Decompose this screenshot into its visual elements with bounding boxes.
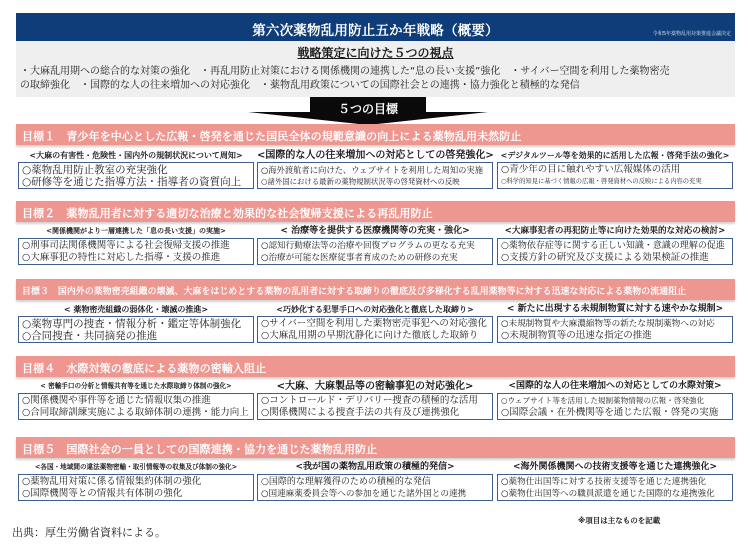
column-heading: < 密輸手口の分析と情報共有等を通じた水際取締り体制の強化>	[40, 382, 232, 390]
column-heading: <国際的な人の往来増加への対応としての啓発強化>	[257, 150, 494, 161]
list-item: ○薬物専門の捜査・情報分析・鑑定等体制強化	[22, 318, 242, 330]
goal-2-bar	[16, 201, 735, 222]
perspectives-title: 戦略策定に向けた５つの視点	[297, 46, 454, 60]
column-box	[497, 316, 733, 343]
list-item: ○大麻乱用期の早期沈静化に向けた徹底した取締り	[261, 330, 479, 341]
list-item: ○関係機関や事件等を通じた情報収集の推進	[22, 395, 211, 406]
goal-5-column-1	[18, 462, 254, 501]
list-item: ○未規制物質等の迅速な指定の推進	[501, 330, 652, 341]
column-box	[257, 316, 493, 343]
column-heading: <大麻の有害性・危険性・国内外の規制状況について周知>	[29, 151, 243, 160]
decision-note: 令和5年薬物乱用対策推進会議決定	[652, 31, 731, 37]
list-item: ○合同取締訓練実施による取締体制の連携・能力向上	[22, 407, 249, 418]
column-box	[18, 238, 254, 265]
goal-5-column-3	[497, 462, 733, 501]
goal-4-column-1	[18, 381, 254, 420]
list-item: ○諸外国における最新の薬物規制状況等の啓発資材への反映	[261, 177, 460, 186]
goal-5-title: 目標５ 国際社会の一員としての国際連携・協力を通じた薬物乱用防止	[22, 443, 378, 456]
column-heading: <海外関係機関への技術支援等を通じた連携強化>	[512, 462, 718, 472]
column-box	[497, 393, 733, 420]
list-item: ○コントロールド・デリバリー捜査の積極的な活用	[261, 395, 478, 406]
goals-arrow	[248, 97, 488, 125]
column-box	[497, 162, 733, 189]
column-heading: <大麻、大麻製品等の密輸事犯の対応強化>	[276, 381, 474, 392]
column-box	[18, 474, 254, 501]
list-item: ○薬物仕出国等への職員派遣を通じた国際的な連携強化	[501, 489, 715, 499]
arrow-label: ５つの目標	[337, 102, 398, 116]
column-heading: <巧妙化する犯罪手口への対応強化と徹底した取締り>	[276, 305, 474, 314]
list-item: ○ウェブサイト等を活用した規制薬物情報の広報・啓発強化	[501, 396, 705, 405]
column-heading: < 薬物密売組織の弱体化・壊滅の推進>	[63, 305, 209, 314]
footnote: ※項目は主なものを記載	[578, 516, 661, 525]
list-item: ○海外渡航者に向けた、ウェブサイトを利用した周知の実施	[261, 165, 484, 175]
list-item: ○国際会議・在外機関等を通じた広報・啓発の実施	[501, 407, 719, 418]
list-item: ○治療が可能な医療従事者育成のための研修の充実	[261, 253, 458, 263]
column-box	[257, 162, 493, 189]
goal-3-column-1	[18, 304, 254, 343]
column-box	[497, 238, 733, 265]
list-item: ○薬物仕出国等に対する技術支援等を通じた連携強化	[501, 477, 707, 487]
list-item: ○薬物乱用防止教室の充実強化	[22, 164, 168, 176]
goal-3-title: 目標３ 国内外の薬物密売組織の壊滅、大麻をはじめとする薬物の乱用者に対する取締りの徹底及び多様化する乱用薬物等に対する迅速な対応による薬物の流通阻止	[22, 287, 687, 297]
list-item: ○研修等を通じた指導方法・指導者の資質向上	[22, 176, 242, 188]
perspectives-panel	[16, 41, 735, 97]
column-heading: < 新たに出現する未規制物質に対する速やかな規制>	[506, 304, 724, 314]
list-item: ○認知行動療法等の治療や回復プログラムの更なる充実	[261, 241, 475, 251]
column-box	[257, 393, 493, 420]
goal-2-title: 目標２ 薬物乱用者に対する適切な治療と効果的な社会復帰支援による再乱用防止	[22, 207, 433, 220]
perspectives-line-2: の取締強化 ・国際的な人の往来増加への対応強化 ・薬物乱用政策についての国際社会との連携・協力強化と積極的な発信	[20, 80, 580, 91]
column-heading: <各国・地域間の違法薬物密輸・取引情報等の収集及び体制の強化>	[34, 463, 238, 471]
goal-1-column-2	[257, 150, 493, 189]
column-box	[18, 162, 254, 189]
source-citation: 出典：厚生労働省資料による。	[12, 526, 166, 539]
goal-5-bar	[16, 437, 735, 458]
goal-3-column-2	[257, 304, 493, 343]
column-heading: <関係機関がより一層連携した「息の長い支援」の実施>	[46, 227, 226, 235]
column-heading: <デジタルツール等を効果的に活用した広報・啓発手法の強化>	[500, 151, 730, 160]
column-heading: < 治療等を提供する医療機関等の充実・強化>	[280, 226, 470, 236]
goal-4-title: 目標４ 水際対策の徹底による薬物の密輸入阻止	[22, 362, 267, 375]
column-box	[497, 474, 733, 501]
goal-3-column-3	[497, 304, 733, 343]
goal-4-column-2	[257, 381, 493, 420]
list-item: ○サイバー空間を利用した薬物密売事犯への対応強化	[261, 318, 487, 329]
list-item: ○支援方針の研究及び支援による効果検証の推進	[501, 252, 709, 263]
list-item: ○未規制物質や大麻濃縮物等の新たな規制薬物への対応	[501, 319, 715, 329]
list-item: ○薬物乱用対策に係る情報集約体制の強化	[22, 476, 202, 487]
list-item: ○大麻事犯の特性に対応した指導・支援の推進	[22, 252, 221, 263]
goal-1-bar	[16, 124, 735, 145]
perspectives-line-1: ・大麻乱用期への総合的な対策の強化 ・再乱用防止対策における関係機関の連携した“息の長い支援”強化 ・サイバー空間を利用した薬物密売	[20, 66, 670, 77]
goal-5-column-2	[257, 462, 493, 501]
list-item: ○国際機関等との情報共有体制の強化	[22, 488, 183, 499]
goal-2-column-1	[18, 226, 254, 265]
header-bar	[16, 13, 735, 41]
list-item: ○合同捜査・共同摘発の推進	[22, 330, 158, 342]
column-heading: <我が国の薬物乱用政策の積極的発信>	[295, 462, 455, 472]
list-item: ○国連麻薬委員会等への参加を通じた諸外国との連携	[261, 489, 467, 499]
column-box	[257, 238, 493, 265]
goal-2-column-3	[497, 226, 733, 265]
column-box	[257, 474, 493, 501]
page-title: 第六次薬物乱用防止五か年戦略（概要）	[252, 23, 499, 39]
list-item: ○薬物依存症等に関する正しい知識・意識の理解の促進	[501, 241, 725, 251]
strategy-overview	[16, 13, 735, 526]
goal-1-column-1	[18, 150, 254, 189]
column-box	[18, 316, 254, 343]
goal-1-title: 目標１ 青少年を中心とした広報・啓発を通じた国民全体の規範意識の向上による薬物乱用未然防止	[22, 130, 522, 143]
goal-4-bar	[16, 356, 735, 377]
goal-3-bar	[16, 279, 735, 300]
column-heading: <大麻事犯者の再犯防止等に向けた効果的な対応の検討>	[504, 226, 726, 236]
goal-1-column-3	[497, 150, 733, 189]
column-box	[18, 393, 254, 420]
list-item: ○関係機関による捜査手法の共有及び連携強化	[261, 407, 460, 418]
list-item: ○刑事司法関係機関等による社会復帰支援の推進	[22, 240, 230, 251]
goal-4-column-3	[497, 381, 733, 420]
list-item: ○国際的な理解獲得のための積極的な発信	[261, 477, 431, 487]
column-heading: <国際的な人の往来増加への対応としての水際対策>	[508, 381, 722, 391]
goal-2-column-2	[257, 226, 493, 265]
list-item: ○青少年の目に触れやすい広報媒体の活用	[501, 164, 681, 175]
list-item: ○科学的知見に基づく情報の広報・啓発資材への反映による内容の充実	[501, 178, 702, 185]
